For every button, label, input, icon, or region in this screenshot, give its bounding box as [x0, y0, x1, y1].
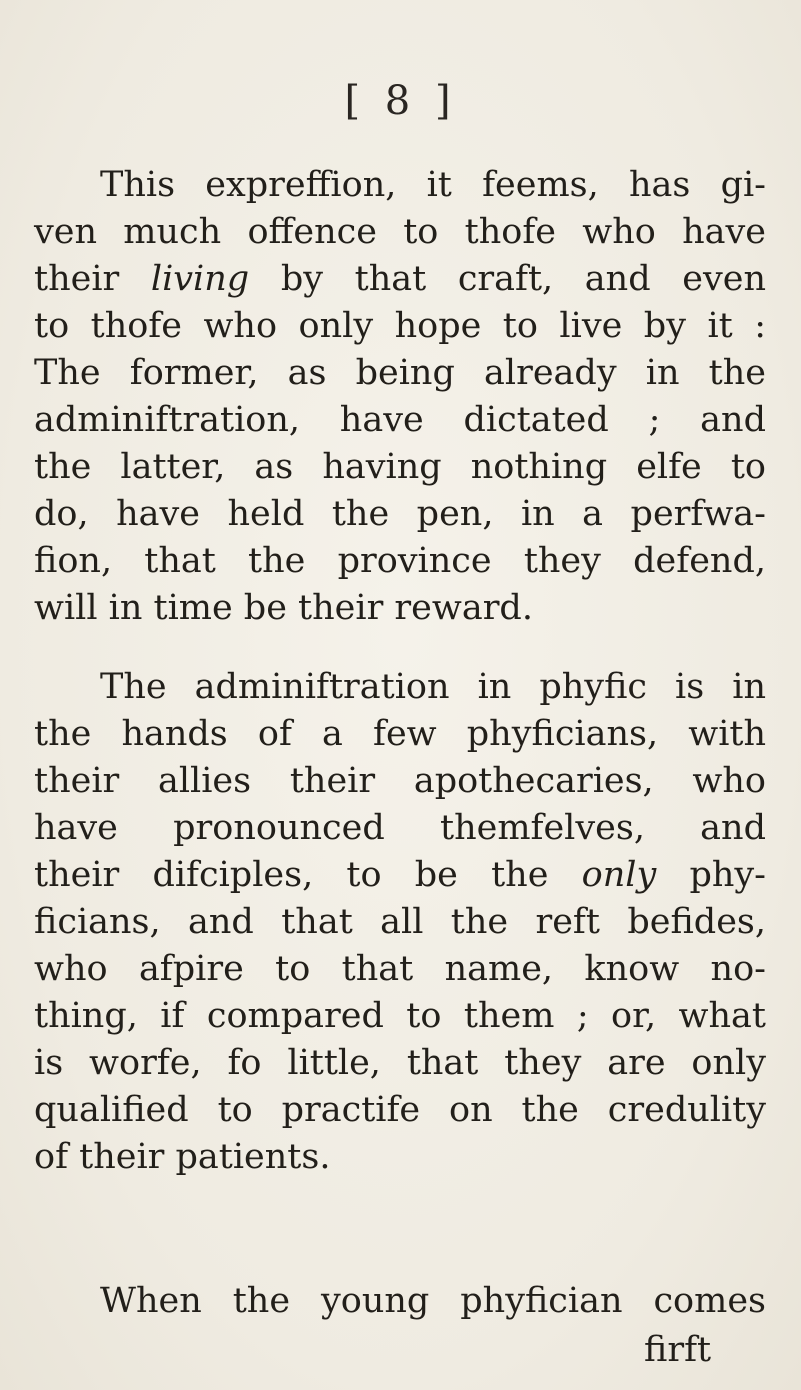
page-number: [ 8 ] — [344, 78, 457, 124]
text-line: who afpire to that name, know no- — [34, 949, 766, 989]
text-line: qualified to practife on the credulity — [34, 1090, 766, 1130]
text-line: thing, if compared to them ; or, what — [34, 996, 766, 1036]
text-line: their allies their apothecaries, who — [34, 761, 766, 801]
text-line: The adminiftration in phyfic is in — [100, 667, 766, 707]
catchword: firft — [644, 1330, 712, 1370]
text-line: to thofe who only hope to live by it : — [34, 306, 766, 346]
text-line: the latter, as having nothing elfe to — [34, 447, 766, 487]
italic-emphasis: living — [150, 259, 250, 299]
text-line: will in time be their reward. — [34, 588, 533, 628]
text-line: is worfe, fo little, that they are only — [34, 1043, 766, 1083]
text-line: their living by that craft, and even — [34, 259, 766, 299]
text-line: ficians, and that all the reft befides, — [34, 902, 766, 942]
text-line: adminiftration, have dictated ; and — [34, 400, 766, 440]
italic-emphasis: only — [581, 855, 657, 895]
text-line: of their patients. — [34, 1137, 331, 1177]
text-line: their difciples, to be the only phy- — [34, 855, 766, 895]
text-line: the hands of a few phyficians, with — [34, 714, 766, 754]
text-line: have pronounced themfelves, and — [34, 808, 766, 848]
text-line: This expreffion, it feems, has gi- — [100, 165, 766, 205]
text-line: The former, as being already in the — [34, 353, 766, 393]
text-line: do, have held the pen, in a perfwa- — [34, 494, 766, 534]
text-line: fion, that the province they defend, — [34, 541, 766, 581]
text-line: When the young phyfician comes — [100, 1281, 766, 1321]
text-line: ven much offence to thofe who have — [34, 212, 766, 252]
